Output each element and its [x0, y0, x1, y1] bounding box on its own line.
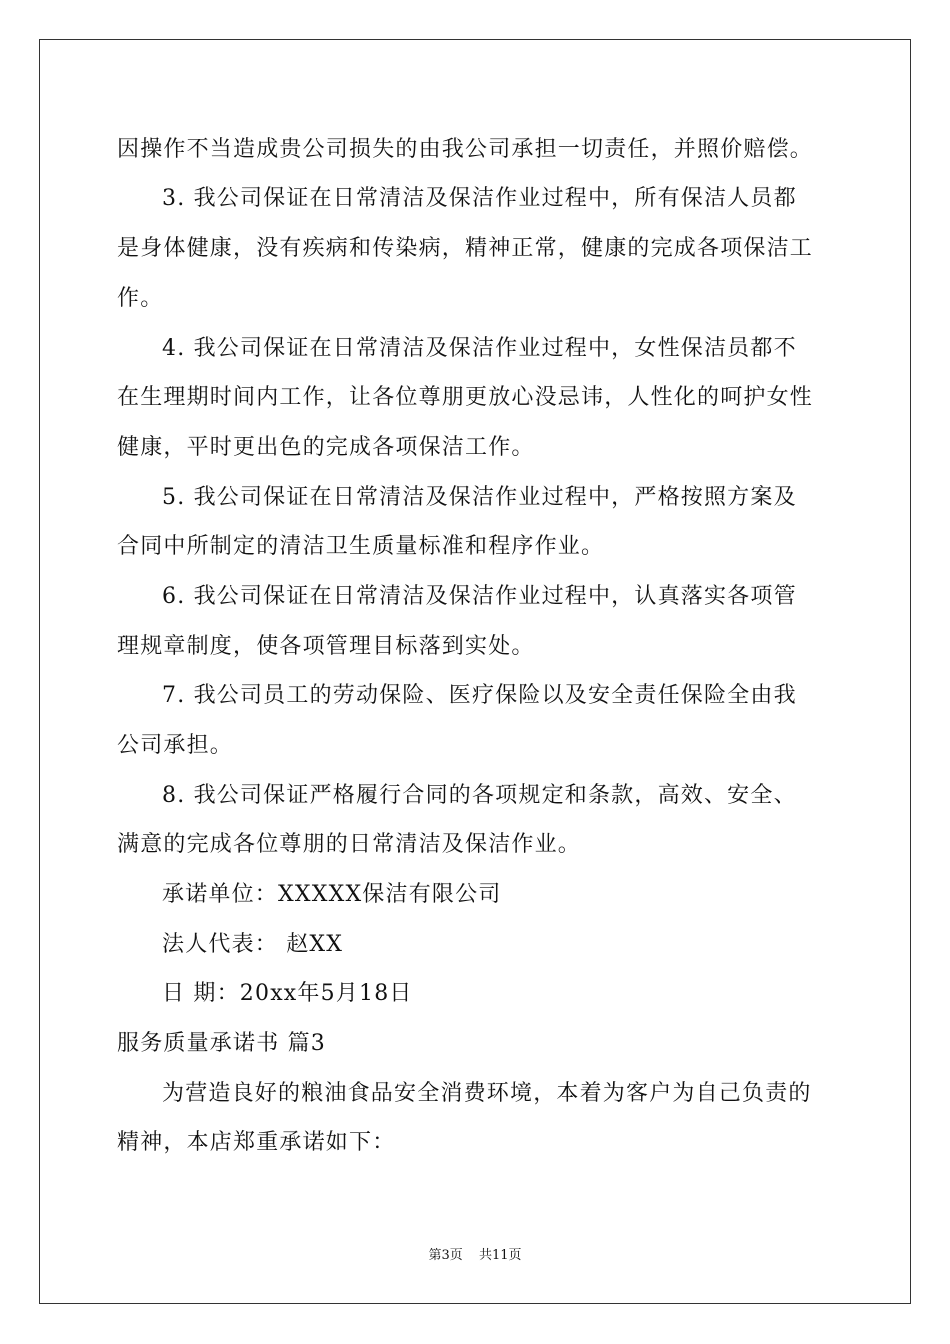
text-line: 是身体健康，没有疾病和传染病，精神正常，健康的完成各项保洁工: [117, 236, 814, 261]
text-line: 公司承担。: [117, 733, 234, 758]
section-heading: 服务质量承诺书 篇3: [117, 1031, 326, 1056]
date-line: 日 期：20xx年5月18日: [162, 981, 413, 1006]
page-border: [39, 39, 911, 1304]
signer-unit: 承诺单位：XXXXX保洁有限公司: [162, 882, 502, 907]
legal-representative: 法人代表： 赵XX: [162, 932, 344, 957]
text-line: 因操作不当造成贵公司损失的由我公司承担一切责任，并照价赔偿。: [117, 137, 814, 162]
text-line: 在生理期时间内工作，让各位尊朋更放心没忌讳，人性化的呵护女性: [117, 385, 814, 410]
text-line: 健康，平时更出色的完成各项保洁工作。: [117, 435, 535, 460]
text-line: 为营造良好的粮油食品安全消费环境，本着为客户为自己负责的: [162, 1081, 812, 1106]
page-total: 共11页: [478, 1248, 522, 1263]
text-line: 精神，本店郑重承诺如下：: [117, 1130, 396, 1155]
clause-5: 5. 我公司保证在日常清洁及保洁作业过程中，严格按照方案及: [162, 485, 797, 510]
page-number: 第3页: [428, 1248, 463, 1263]
text-line: 合同中所制定的清洁卫生质量标准和程序作业。: [117, 534, 605, 559]
clause-7: 7. 我公司员工的劳动保险、医疗保险以及安全责任保险全由我: [162, 683, 797, 708]
clause-8: 8. 我公司保证严格履行合同的各项规定和条款，高效、安全、: [162, 783, 797, 808]
text-line: 理规章制度，使各项管理目标落到实处。: [117, 634, 535, 659]
page-footer: [0, 1244, 950, 1263]
clause-3: 3. 我公司保证在日常清洁及保洁作业过程中，所有保洁人员都: [162, 186, 797, 211]
text-line: 满意的完成各位尊朋的日常清洁及保洁作业。: [117, 832, 582, 857]
clause-4: 4. 我公司保证在日常清洁及保洁作业过程中，女性保洁员都不: [162, 336, 797, 361]
clause-6: 6. 我公司保证在日常清洁及保洁作业过程中，认真落实各项管: [162, 584, 797, 609]
text-line: 作。: [117, 286, 164, 311]
